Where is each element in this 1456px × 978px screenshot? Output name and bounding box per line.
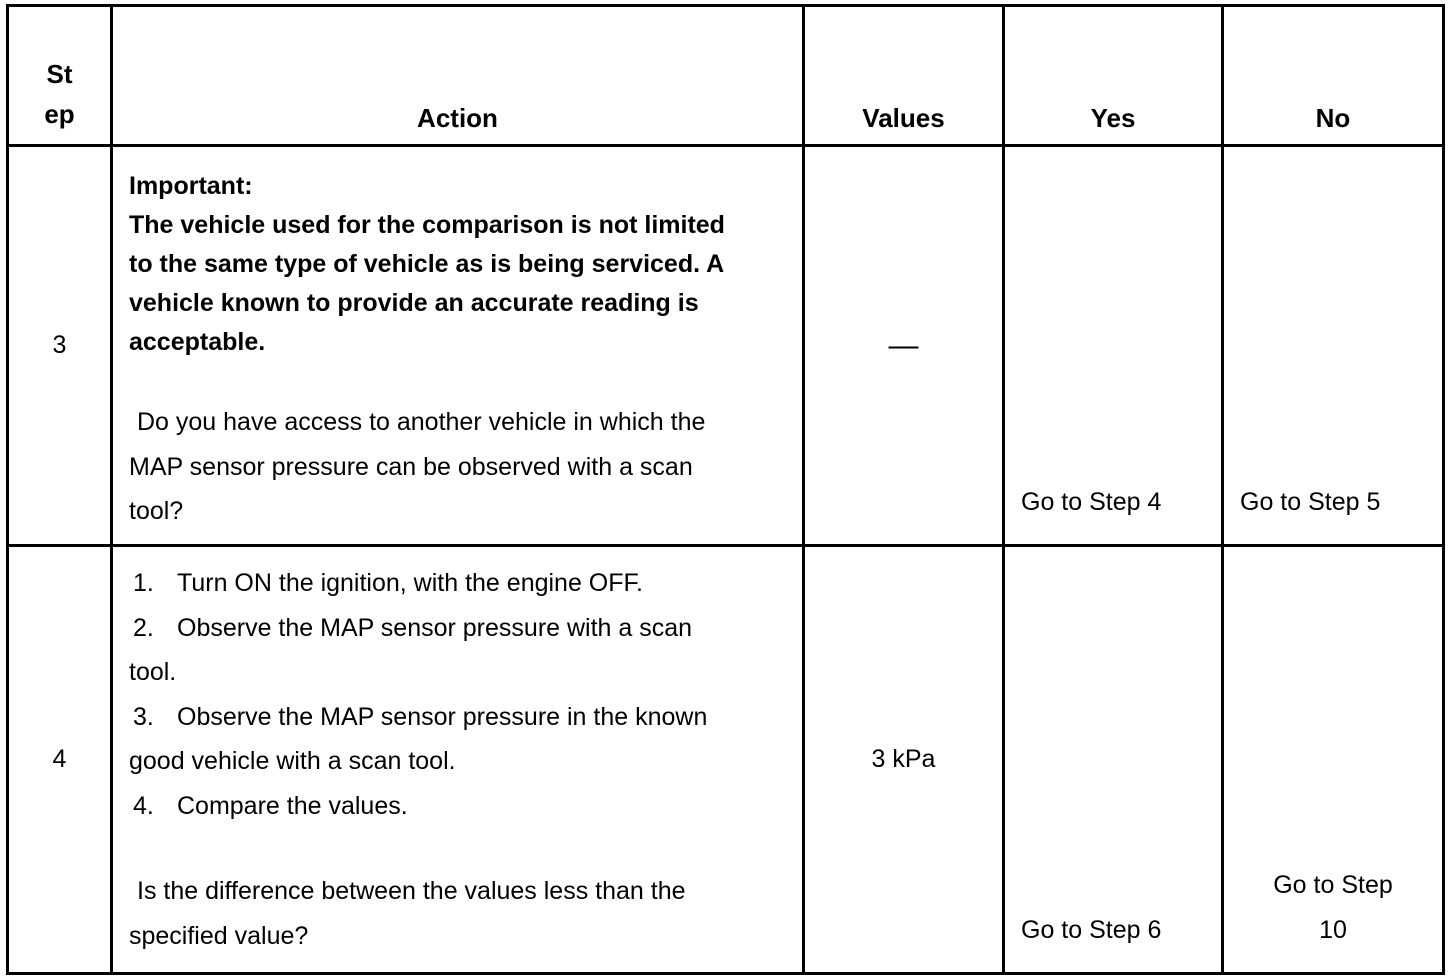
action-cell [112,146,804,546]
value-text: 3 kPa [871,745,936,773]
yes-header: Yes [1004,6,1223,146]
yes-cell: Go to Step 6 [1004,546,1223,974]
no-cell: Go to Step 10 [1223,546,1444,974]
list-item: 3. Observe the MAP sensor pressure in the known good vehicle with a scan tool. [129,702,708,775]
step-header [8,6,112,146]
important-text: The vehicle used for the comparison is not limited to the same type of vehicle as is being serviced. A vehicle known to provide an accurate reading is acceptable. [129,211,725,356]
value-text: — [888,328,919,362]
step-header-line2: ep [44,99,75,129]
values-header: Values [804,6,1004,146]
header-row [8,6,1444,146]
step-number: 3 [8,146,112,546]
step-header-line1: St [46,59,73,89]
no-cell: Go to Step 5 [1223,146,1444,546]
value-cell [804,146,1004,546]
yes-cell: Go to Step 4 [1004,146,1223,546]
diagnostic-table [6,4,1445,975]
action-header: Action [112,6,804,146]
no-header: No [1223,6,1444,146]
value-cell [804,546,1004,974]
list-item: 4. Compare the values. [133,791,408,820]
table-row [8,546,1444,974]
list-item: 2. Observe the MAP sensor pressure with a scan tool. [129,613,693,686]
table-row [8,146,1444,546]
important-label: Important: [129,172,253,200]
step-number: 4 [8,546,112,974]
list-item: 1. Turn ON the ignition, with the engine OFF. [133,569,643,597]
question-text: Is the difference between the values less than the specified value? [129,877,686,950]
question-text: Do you have access to another vehicle in which the MAP sensor pressure can be observed with a scan tool? [129,408,706,525]
action-cell [112,546,804,974]
